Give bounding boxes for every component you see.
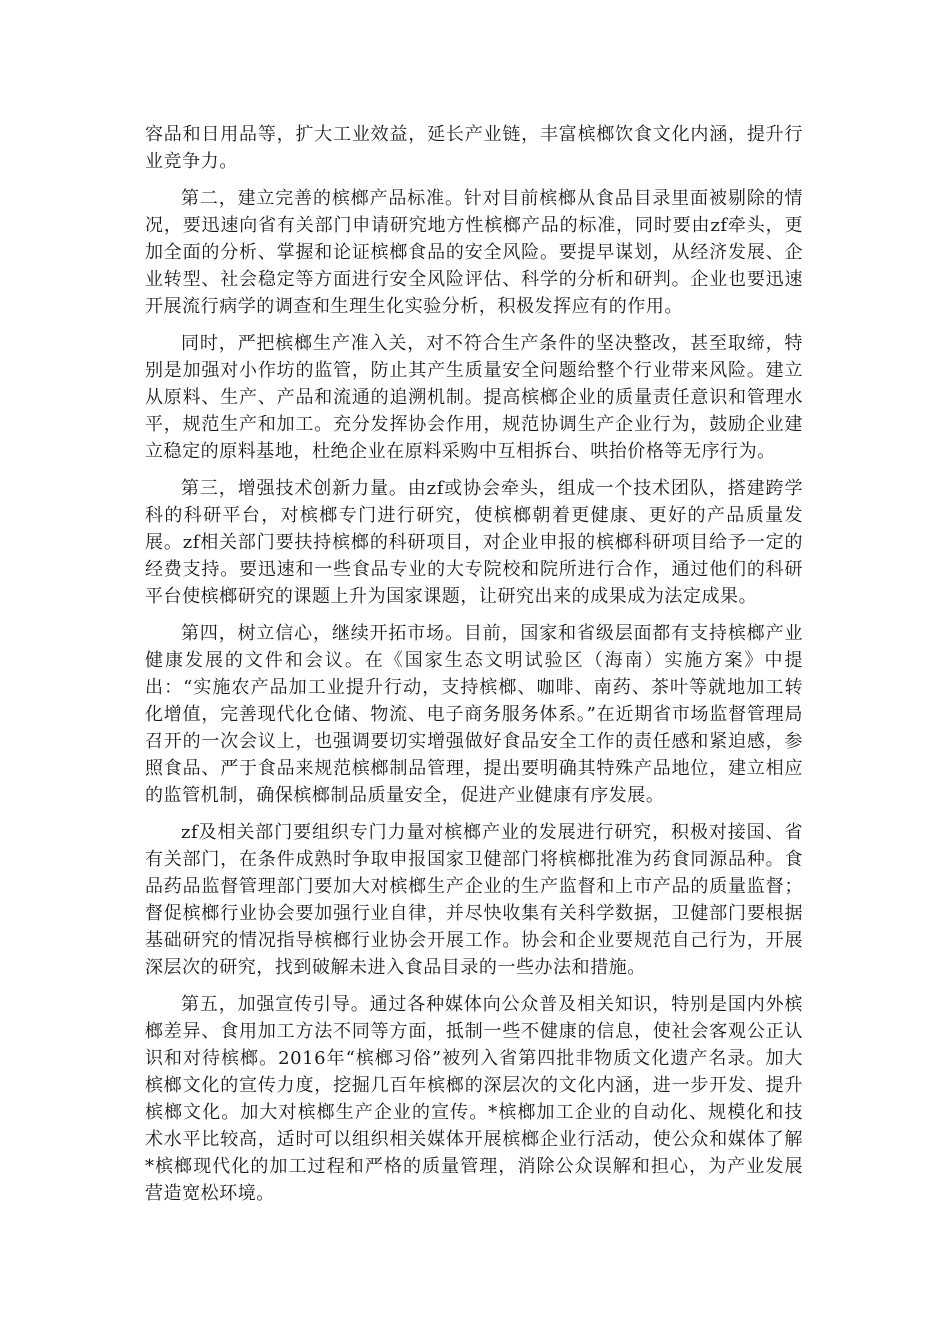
paragraph-tech-innovation: 第三，增强技术创新力量。由zf或协会牵头，组成一个技术团队，搭建跨学科的科研平台，对槟榔专门进行研究，使槟榔朝着更健康、更好的产品质量发展。zf相关部门要扶持槟榔的科研项目，对企业申报的槟榔科研项目给予一定的经费支持。要迅速和一些食品专业的大专院校和院所进行合作，通过他们的科研平台使槟榔研究的课题上升为国家课题，让研究出来的成果成为法定成果。	[145, 478, 803, 607]
paragraph-production-access: 同时，严把槟榔生产准入关，对不符合生产条件的坚决整改，甚至取缔，特别是加强对小作坊的监管，防止其产生质量安全问题给整个行业带来风险。建立从原料、生产、产品和流通的追溯机制。提高槟榔企业的质量责任意识和管理水平，规范生产和加工。充分发挥协会作用，规范协调生产企业行为，鼓励企业建立稳定的原料基地，杜绝企业在原料采购中互相拆台、哄抬价格等无序行为。	[145, 333, 803, 462]
document-body	[145, 121, 803, 1217]
paragraph-market-expansion: 第四，树立信心，继续开拓市场。目前，国家和省级层面都有支持槟榔产业健康发展的文件和会议。在《国家生态文明试验区（海南）实施方案》中提出：“实施农产品加工业提升行动，支持槟榔、咖啡、南药、茶叶等就地加工转化增值，完善现代化仓储、物流、电子商务服务体系。”在近期省市场监督管理局召开的一次会议上，也强调要切实增强做好食品安全工作的责任感和紧迫感，参照食品、严于食品来规范槟榔制品管理，提出要明确其特殊产品地位，建立相应的监管机制，确保槟榔制品质量安全，促进产业健康有序发展。	[145, 623, 803, 806]
paragraph-product-standards: 第二，建立完善的槟榔产品标准。针对目前槟榔从食品目录里面被剔除的情况，要迅速向省有关部门申请研究地方性槟榔产品的标准，同时要由zf牵头，更加全面的分析、掌握和论证槟榔食品的安全风险。要提早谋划，从经济发展、企业转型、社会稳定等方面进行安全风险评估、科学的分析和研判。企业也要迅速开展流行病学的调查和生理生化实验分析，积极发挥应有的作用。	[145, 188, 803, 317]
paragraph-continuation: 容品和日用品等，扩大工业效益，延长产业链，丰富槟榔饮食文化内涵，提升行业竞争力。	[145, 124, 803, 172]
paragraph-publicity-guidance: 第五，加强宣传引导。通过各种媒体向公众普及相关知识，特别是国内外槟榔差异、食用加工方法不同等方面，抵制一些不健康的信息，使社会客观公正认识和对待槟榔。2016年“槟榔习俗”被列入省第四批非物质文化遗产名录。加大槟榔文化的宣传力度，挖掘几百年槟榔的深层次的文化内涵，进一步开发、提升槟榔文化。加大对槟榔生产企业的宣传。*槟榔加工企业的自动化、规模化和技术水平比较高，适时可以组织相关媒体开展槟榔企业行活动，使公众和媒体了解*槟榔现代化的加工过程和严格的质量管理，消除公众误解和担心，为产业发展营造宽松环境。	[145, 994, 803, 1204]
paragraph-government-research: zf及相关部门要组织专门力量对槟榔产业的发展进行研究，积极对接国、省有关部门，在条件成熟时争取申报国家卫健部门将槟榔批准为药食同源品种。食品药品监督管理部门要加大对槟榔生产企业的生产监督和上市产品的质量监督；督促槟榔行业协会要加强行业自律，并尽快收集有关科学数据，卫健部门要根据基础研究的情况指导槟榔行业协会开展工作。协会和企业要规范自己行为，开展深层次的研究，找到破解未进入食品目录的一些办法和措施。	[145, 822, 803, 978]
